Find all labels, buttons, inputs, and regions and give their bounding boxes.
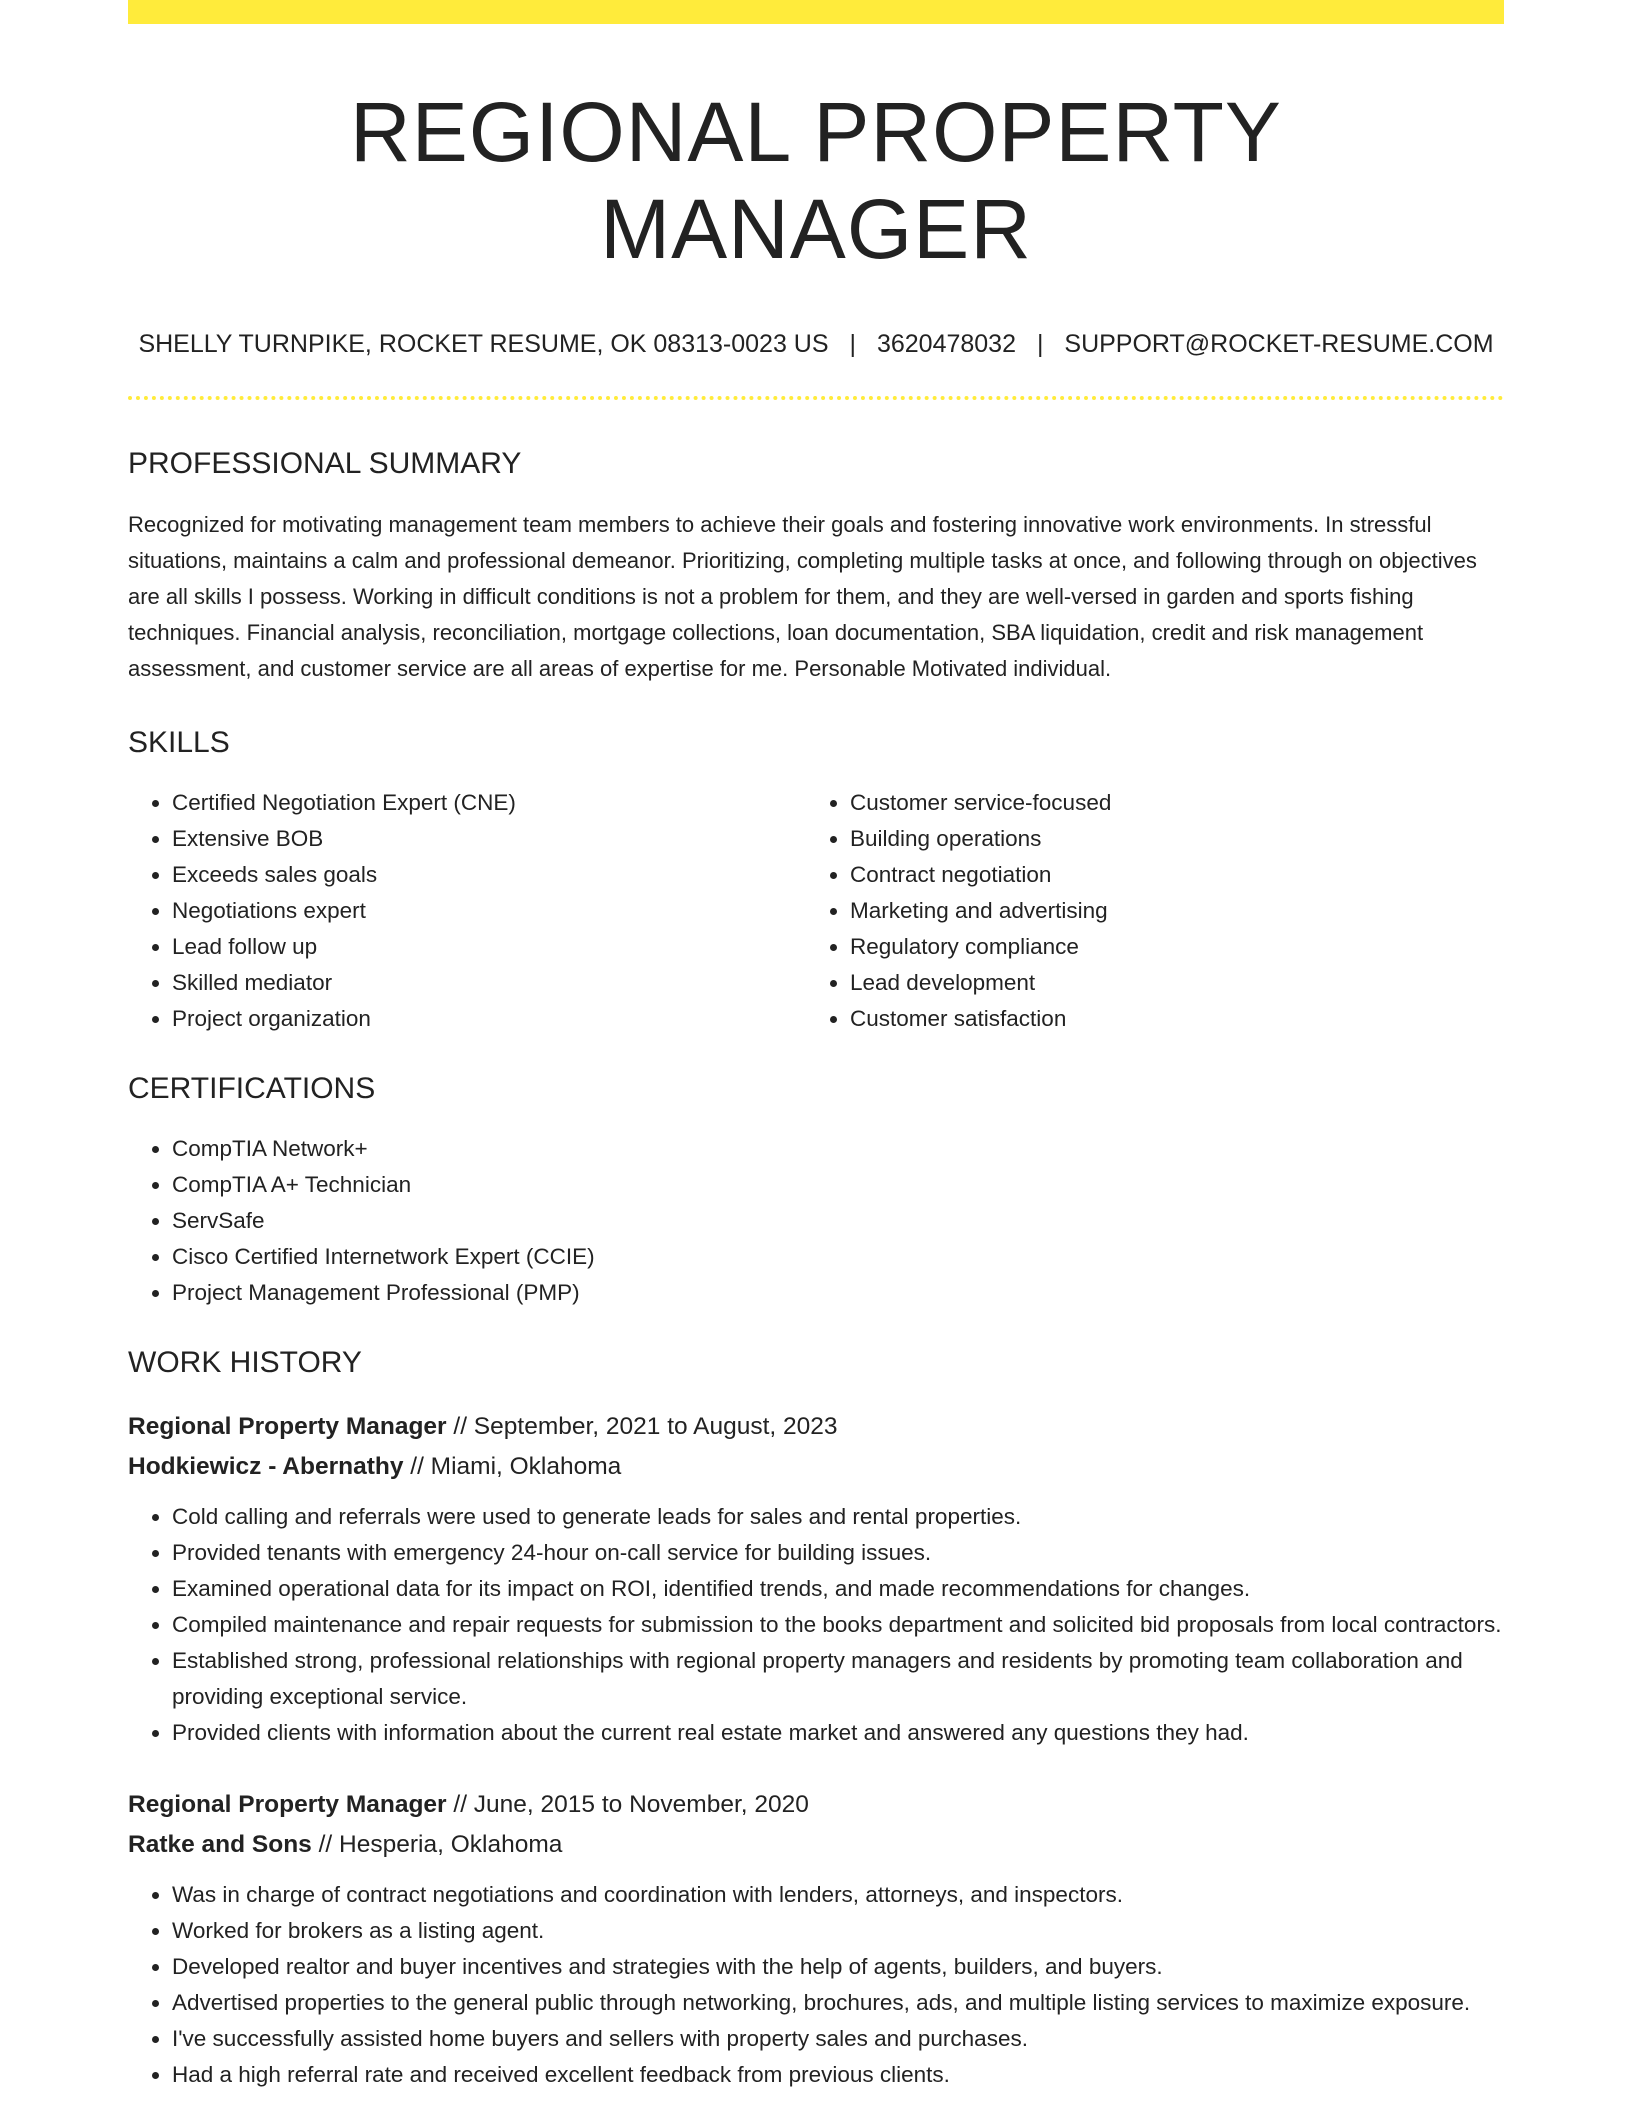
contact-phone[interactable]: 3620478032 (876, 330, 1016, 359)
certification-item: • CompTIA A+ Technician (172, 1167, 1504, 1203)
job-bullets (128, 1877, 1504, 2093)
job-title-line (128, 1785, 1504, 1825)
skill-item: • Skilled mediator (172, 965, 806, 1001)
certifications-list (128, 1131, 1504, 1311)
job-bullet: • Developed realtor and buyer incentives and strategies with the help of agents, builders, and buyers. (172, 1949, 1504, 1985)
job-company-line (128, 1447, 1504, 1487)
job-company-line (128, 1825, 1504, 1865)
job-bullet: • Was in charge of contract negotiations and coordination with lenders, attorneys, and inspectors. (172, 1877, 1504, 1913)
certifications-section (128, 1071, 1504, 1311)
certification-item: • Cisco Certified Internetwork Expert (CCIE) (172, 1239, 1504, 1275)
skill-item: • Lead follow up (172, 929, 806, 965)
job-bullet: • Advertised properties to the general public through networking, brochures, ads, and multiple listing services to maximize exposure. (172, 1985, 1504, 2021)
skills-list-right (806, 785, 1484, 1037)
resume-page (128, 0, 1504, 2093)
job-company: Ratke and Sons (128, 1831, 312, 1859)
skill-item: • Exceeds sales goals (172, 857, 806, 893)
job-location: // Hesperia, Oklahoma (311, 1831, 563, 1859)
job-bullet: • Worked for brokers as a listing agent. (172, 1913, 1504, 1949)
skills-column-left (128, 785, 806, 1037)
skills-column-right (806, 785, 1484, 1037)
resume-title: REGIONAL PROPERTY MANAGER (350, 85, 1282, 276)
job-bullet: • I've successfully assisted home buyers and sellers with property sales and purchases. (172, 2021, 1504, 2057)
contact-separator: | (1036, 330, 1044, 359)
job-title-line (128, 1407, 1504, 1447)
skills-list-left (128, 785, 806, 1037)
certification-item: • Project Management Professional (PMP) (172, 1275, 1504, 1311)
skill-item: • Extensive BOB (172, 821, 806, 857)
job-dates: // June, 2015 to November, 2020 (446, 1791, 809, 1819)
certification-item: • ServSafe (172, 1203, 1504, 1239)
work-history-section (128, 1345, 1504, 2093)
job-bullet: • Cold calling and referrals were used to generate leads for sales and rental properties. (172, 1499, 1504, 1535)
job-title: Regional Property Manager (128, 1791, 447, 1819)
skill-item: • Customer service-focused (850, 785, 1484, 821)
summary-section (128, 446, 1504, 687)
accent-top-bar (128, 0, 1504, 24)
skills-heading: SKILLS (128, 726, 230, 760)
summary-heading: PROFESSIONAL SUMMARY (128, 447, 522, 481)
skill-item: • Certified Negotiation Expert (CNE) (172, 785, 806, 821)
certification-item: • CompTIA Network+ (172, 1131, 1504, 1167)
work-history-heading: WORK HISTORY (128, 1346, 362, 1380)
job-bullet: • Compiled maintenance and repair requests for submission to the books department and solicited bid proposals from local contractors. (172, 1607, 1504, 1643)
contact-address: SHELLY TURNPIKE, ROCKET RESUME, OK 08313-0023 US (138, 330, 829, 359)
skill-item: • Marketing and advertising (850, 893, 1484, 929)
job-title: Regional Property Manager (128, 1413, 447, 1441)
contact-line (128, 327, 1504, 362)
job-location: // Miami, Oklahoma (403, 1453, 622, 1481)
job-bullet: • Provided tenants with emergency 24-hour on-call service for building issues. (172, 1535, 1504, 1571)
skills-grid (128, 785, 1504, 1037)
dotted-divider (128, 396, 1504, 400)
skills-section (128, 725, 1504, 1037)
skill-item: • Regulatory compliance (850, 929, 1484, 965)
skill-item: • Customer satisfaction (850, 1001, 1484, 1037)
skill-item: • Building operations (850, 821, 1484, 857)
skill-item: • Negotiations expert (172, 893, 806, 929)
job-bullet: • Had a high referral rate and received excellent feedback from previous clients. (172, 2057, 1504, 2093)
job-bullet: • Provided clients with information about the current real estate market and answered any questions they had. (172, 1715, 1504, 1751)
job-entry (128, 1785, 1504, 2093)
summary-text: Recognized for motivating management team members to achieve their goals and fostering innovative work environments. In stressful situations, maintains a calm and professional demeanor. Prioritizing, completing multiple tasks at once, and following through on objectives are all skills I possess. Working in difficult conditions is not a problem for them, and they are well-versed in garden and sports fishing techniques. Financial analysis, reconciliation, mortgage collections, loan documentation, SBA liquidation, credit and risk management assessment, and customer service are all areas of expertise for me. Personable Motivated individual. (128, 512, 1477, 682)
job-bullets (128, 1499, 1504, 1751)
job-dates: // September, 2021 to August, 2023 (446, 1413, 838, 1441)
contact-email[interactable]: SUPPORT@ROCKET-RESUME.COM (1064, 330, 1494, 359)
skill-item: • Lead development (850, 965, 1484, 1001)
skill-item: • Contract negotiation (850, 857, 1484, 893)
job-company: Hodkiewicz - Abernathy (128, 1453, 404, 1481)
certifications-heading: CERTIFICATIONS (128, 1072, 376, 1106)
contact-separator: | (849, 330, 856, 359)
job-bullet: • Established strong, professional relationships with regional property managers and residents by promoting team collaboration and providing exceptional service. (172, 1643, 1504, 1715)
job-entry (128, 1407, 1504, 1751)
job-bullet: • Examined operational data for its impact on ROI, identified trends, and made recommendations for changes. (172, 1571, 1504, 1607)
skill-item: • Project organization (172, 1001, 806, 1037)
